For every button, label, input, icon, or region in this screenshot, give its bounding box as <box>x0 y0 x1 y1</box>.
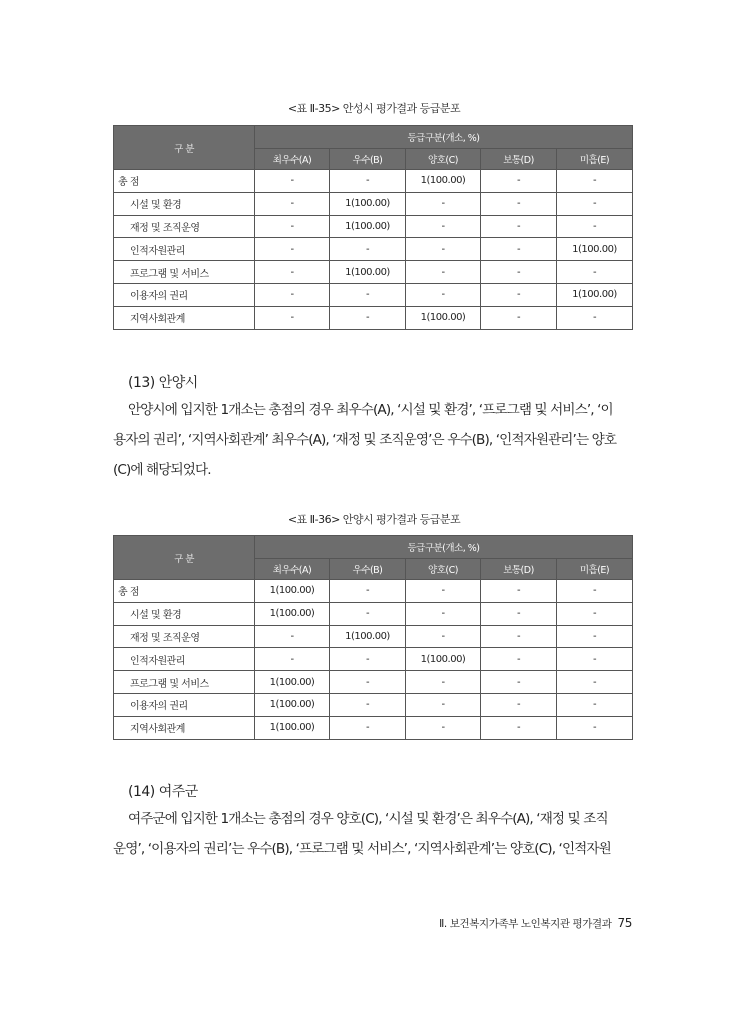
table-row <box>114 261 633 284</box>
table-cell: - <box>406 580 481 603</box>
table-header-grade-group: 등급구분(개소, %) <box>255 536 633 559</box>
table-cell: - <box>481 625 557 648</box>
table-row <box>114 625 633 648</box>
table-cell: - <box>481 192 557 215</box>
table-cell: - <box>481 238 557 261</box>
table-cell: 1(100.00) <box>406 306 481 329</box>
row-label: 시설 및 환경 <box>114 602 255 625</box>
table-row <box>114 170 633 193</box>
grade-header: 보통(D) <box>481 149 557 170</box>
table-cell: - <box>255 261 330 284</box>
row-label: 지역사회관계 <box>114 306 255 329</box>
section-14-heading: (14) 여주군 <box>128 784 198 800</box>
table-cell: - <box>255 192 330 215</box>
table-row <box>114 306 633 329</box>
table-row <box>114 716 633 739</box>
table-cell: - <box>557 306 633 329</box>
table-row <box>114 648 633 671</box>
grade-header: 양호(C) <box>406 149 481 170</box>
table-cell: 1(100.00) <box>330 192 406 215</box>
grade-header: 우수(B) <box>330 559 406 580</box>
table-cell: - <box>481 261 557 284</box>
table-header-category: 구 분 <box>114 126 255 170</box>
table-cell: - <box>330 306 406 329</box>
table-cell: 1(100.00) <box>330 261 406 284</box>
table-cell: - <box>330 283 406 306</box>
table-cell: - <box>481 671 557 694</box>
row-label: 인적자원관리 <box>114 648 255 671</box>
paragraph-line: (C)에 해당되었다. <box>113 462 211 478</box>
page-number: 75 <box>617 916 632 930</box>
table-cell: - <box>557 671 633 694</box>
table-cell: - <box>557 170 633 193</box>
row-label: 프로그램 및 서비스 <box>114 261 255 284</box>
table-cell: 1(100.00) <box>255 693 330 716</box>
table-cell: - <box>330 671 406 694</box>
table-cell: 1(100.00) <box>255 602 330 625</box>
table-cell: - <box>255 283 330 306</box>
table-35-caption: <표 Ⅱ-35> 안성시 평가결과 등급분포 <box>287 102 461 115</box>
table-cell: - <box>557 693 633 716</box>
table-cell: 1(100.00) <box>557 283 633 306</box>
table-cell: - <box>406 215 481 238</box>
table-cell: - <box>406 192 481 215</box>
table-cell: - <box>557 648 633 671</box>
grade-header: 최우수(A) <box>255 559 330 580</box>
table-cell: - <box>481 215 557 238</box>
row-label: 시설 및 환경 <box>114 192 255 215</box>
table-row <box>114 192 633 215</box>
table-row <box>114 283 633 306</box>
table-cell: - <box>481 170 557 193</box>
table-cell: - <box>557 580 633 603</box>
row-label: 이용자의 권리 <box>114 693 255 716</box>
table-cell: - <box>406 238 481 261</box>
table-cell: - <box>255 306 330 329</box>
table-cell: - <box>557 602 633 625</box>
table-cell: - <box>255 625 330 648</box>
table-cell: 1(100.00) <box>557 238 633 261</box>
grade-header: 양호(C) <box>406 559 481 580</box>
table-row <box>114 602 633 625</box>
row-label: 총 점 <box>114 580 255 603</box>
row-label: 인적자원관리 <box>114 238 255 261</box>
paragraph-line: 여주군에 입지한 1개소는 총점의 경우 양호(C), ‘시설 및 환경’은 최우수(A), ‘재정 및 조직 <box>128 811 608 827</box>
table-cell: - <box>481 602 557 625</box>
row-label: 재정 및 조직운영 <box>114 215 255 238</box>
row-label: 지역사회관계 <box>114 716 255 739</box>
section-13-paragraph <box>113 395 633 485</box>
table-cell: 1(100.00) <box>406 170 481 193</box>
grade-header: 보통(D) <box>481 559 557 580</box>
table-header-grade-group: 등급구분(개소, %) <box>255 126 633 149</box>
table-cell: 1(100.00) <box>406 648 481 671</box>
row-label: 프로그램 및 서비스 <box>114 671 255 694</box>
table-cell: - <box>557 625 633 648</box>
table-row <box>114 580 633 603</box>
table-cell: 1(100.00) <box>330 215 406 238</box>
table-cell: - <box>330 648 406 671</box>
table-cell: - <box>330 716 406 739</box>
table-cell: - <box>406 625 481 648</box>
table-header-category: 구 분 <box>114 536 255 580</box>
grade-header: 최우수(A) <box>255 149 330 170</box>
table-cell: - <box>255 215 330 238</box>
table-36 <box>113 535 633 740</box>
table-cell: - <box>481 580 557 603</box>
section-13-heading: (13) 안양시 <box>128 375 198 391</box>
table-cell: - <box>557 192 633 215</box>
table-row <box>114 238 633 261</box>
paragraph-line: 안양시에 입지한 1개소는 총점의 경우 최우수(A), ‘시설 및 환경’, ‘프로그램 및 서비스’, ‘이 <box>128 402 613 418</box>
table-cell: - <box>406 261 481 284</box>
footer-chapter-title: Ⅱ. 보건복지가족부 노인복지관 평가결과 <box>439 918 612 930</box>
table-cell: - <box>330 170 406 193</box>
table-cell: - <box>255 170 330 193</box>
table-cell: - <box>481 716 557 739</box>
grade-header: 우수(B) <box>330 149 406 170</box>
row-label: 재정 및 조직운영 <box>114 625 255 648</box>
table-35 <box>113 125 633 330</box>
table-cell: - <box>557 716 633 739</box>
paragraph-line: 용자의 권리’, ‘지역사회관계’ 최우수(A), ‘재정 및 조직운영’은 우수(B), ‘인적자원관리’는 양호 <box>113 432 617 448</box>
table-row <box>114 215 633 238</box>
table-cell: - <box>481 306 557 329</box>
grade-header: 미흡(E) <box>557 149 633 170</box>
table-cell: - <box>406 671 481 694</box>
table-cell: 1(100.00) <box>330 625 406 648</box>
table-cell: - <box>481 693 557 716</box>
table-cell: 1(100.00) <box>255 716 330 739</box>
table-cell: - <box>481 283 557 306</box>
row-label: 총 점 <box>114 170 255 193</box>
table-cell: - <box>406 283 481 306</box>
table-cell: - <box>406 693 481 716</box>
table-cell: - <box>255 238 330 261</box>
table-cell: - <box>330 602 406 625</box>
table-cell: 1(100.00) <box>255 580 330 603</box>
row-label: 이용자의 권리 <box>114 283 255 306</box>
table-cell: 1(100.00) <box>255 671 330 694</box>
table-36-caption: <표 Ⅱ-36> 안양시 평가결과 등급분포 <box>287 513 461 526</box>
table-cell: - <box>406 602 481 625</box>
page-footer <box>400 916 632 931</box>
section-14-paragraph <box>113 804 633 864</box>
table-cell: - <box>330 238 406 261</box>
table-row <box>114 693 633 716</box>
table-row <box>114 671 633 694</box>
table-cell: - <box>557 215 633 238</box>
table-cell: - <box>330 693 406 716</box>
table-cell: - <box>406 716 481 739</box>
paragraph-line: 운영’, ‘이용자의 권리’는 우수(B), ‘프로그램 및 서비스’, ‘지역사회관계’는 양호(C), ‘인적자원 <box>113 841 611 857</box>
grade-header: 미흡(E) <box>557 559 633 580</box>
table-cell: - <box>557 261 633 284</box>
table-cell: - <box>330 580 406 603</box>
table-cell: - <box>255 648 330 671</box>
table-cell: - <box>481 648 557 671</box>
